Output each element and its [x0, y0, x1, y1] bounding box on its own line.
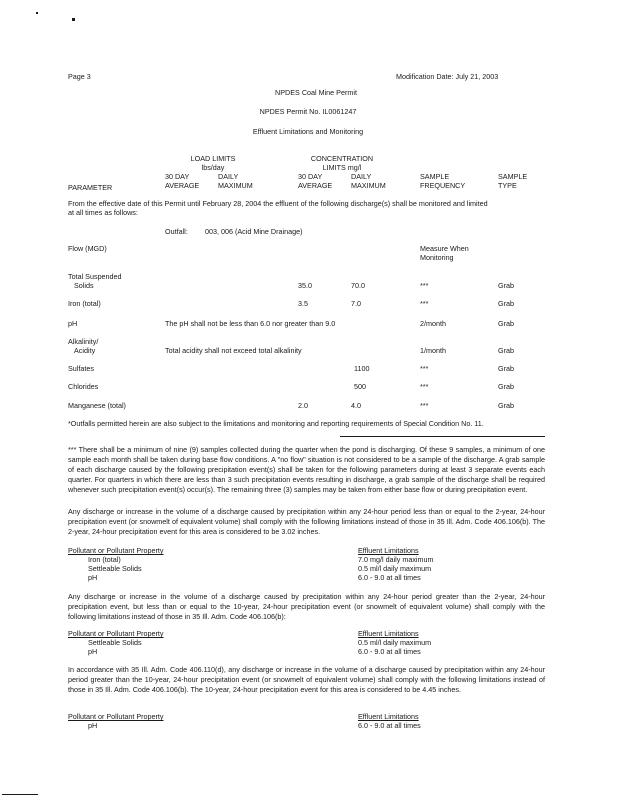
intro-line-2: at all times as follows:	[68, 208, 138, 217]
load-units: lbs/day	[201, 163, 225, 172]
table3-col-pollutant: Pollutant or Pollutant Property	[68, 712, 164, 721]
flow-frequency-line2: Monitoring	[420, 253, 454, 262]
col-load-30day	[165, 172, 199, 190]
iron-frequency: ***	[420, 299, 429, 308]
col-type-line2: TYPE	[498, 181, 517, 190]
table2-limit-ph: 6.0 - 9.0 at all times	[358, 647, 421, 656]
col-load-daily	[218, 172, 253, 190]
alk-type: Grab	[498, 346, 514, 355]
col-load-daily-line1: DAILY	[218, 172, 239, 181]
scan-speck	[36, 12, 38, 14]
table2-col-pollutant: Pollutant or Pollutant Property	[68, 629, 164, 638]
iron-conc-max: 7.0	[351, 299, 361, 308]
col-conc-30day-line1: 30 DAY	[298, 172, 323, 181]
chlorides-frequency: ***	[420, 382, 429, 391]
load-limits-heading: LOAD LIMITS	[190, 154, 236, 163]
table3-col-limits: Effluent Limitations	[358, 712, 419, 721]
iron-conc-30day: 3.5	[298, 299, 308, 308]
param-manganese: Manganese (total)	[68, 401, 126, 410]
iron-type: Grab	[498, 299, 514, 308]
table3-pollutant-ph: pH	[88, 721, 98, 730]
modification-date: Modification Date: July 21, 2003	[396, 72, 499, 81]
table1-pollutant-ph: pH	[88, 573, 98, 582]
table3-limit-ph: 6.0 - 9.0 at all times	[358, 721, 421, 730]
tss-frequency: ***	[420, 281, 429, 290]
divider	[340, 436, 545, 437]
tss-type: Grab	[498, 281, 514, 290]
table1-col-pollutant: Pollutant or Pollutant Property	[68, 546, 164, 555]
param-flow: Flow (MGD)	[68, 244, 107, 253]
col-conc-30day	[298, 172, 332, 190]
table2-pollutant-settleable: Settleable Solids	[88, 638, 142, 647]
col-conc-daily-line1: DAILY	[351, 172, 372, 181]
col-conc-daily	[351, 172, 386, 190]
page-number: Page 3	[68, 72, 91, 81]
param-sulfates: Sulfates	[68, 364, 94, 373]
col-conc-daily-line2: MAXIMUM	[351, 181, 386, 190]
scan-edge-mark	[2, 794, 38, 795]
flow-frequency-line1: Measure When	[420, 244, 469, 253]
mn-conc-max: 4.0	[351, 401, 361, 410]
param-iron: Iron (total)	[68, 299, 101, 308]
chlorides-type: Grab	[498, 382, 514, 391]
ph-frequency: 2/month	[420, 319, 446, 328]
table1-limit-settleable: 0.5 ml/l daily maximum	[358, 564, 432, 573]
param-tss-line1: Total Suspended	[68, 272, 122, 281]
mn-type: Grab	[498, 401, 514, 410]
table2-pollutant-ph: pH	[88, 647, 98, 656]
chlorides-conc-max: 500	[354, 382, 366, 391]
col-frequency-line2: FREQUENCY	[420, 181, 466, 190]
col-conc-30day-line2: AVERAGE	[298, 181, 333, 190]
col-load-daily-line2: MAXIMUM	[218, 181, 253, 190]
two-year-paragraph: Any discharge or increase in the volume of a discharge caused by precipitation within any 24-hour period less than or equal to the 2-year, 24-hour precipitation event (or snowmelt of equivalent volume) shall comply with the following limitations instead of those in 35 Ill. Adm. Code 406.106(b). The 2-year, 24-hour precipitation event for this area is considered to be 3.02 inches.	[68, 507, 545, 536]
section-title: Effluent Limitations and Monitoring	[252, 127, 364, 136]
document-title: NPDES Coal Mine Permit	[275, 88, 357, 97]
table1-limit-ph: 6.0 - 9.0 at all times	[358, 573, 421, 582]
param-tss-line2: Solids	[74, 281, 94, 290]
table1-pollutant-iron: Iron (total)	[88, 555, 121, 564]
table1-limit-iron: 7.0 mg/l daily maximum	[358, 555, 434, 564]
conc-units: LIMITS mg/l	[322, 163, 362, 172]
alk-note: Total acidity shall not exceed total alkalinity	[165, 346, 302, 355]
col-type-line1: SAMPLE	[498, 172, 528, 181]
param-alk-line1: Alkalinity/	[68, 337, 99, 346]
col-parameter: PARAMETER	[68, 183, 113, 192]
permit-number: NPDES Permit No. IL0061247	[259, 107, 357, 116]
ten-year-paragraph: Any discharge or increase in the volume of a discharge caused by precipitation within any 24-hour period greater than the 2-year, 24-hour precipitation event, but less than or equal to the 10-year, 24-hour precipitation event (or snowmelt of equivalent volume) shall comply with the following limitations instead of those in 35 Ill. Adm. Code 406.106(b):	[68, 592, 545, 621]
sulfates-frequency: ***	[420, 364, 429, 373]
table2-col-limits: Effluent Limitations	[358, 629, 419, 638]
mn-frequency: ***	[420, 401, 429, 410]
col-frequency	[420, 172, 465, 190]
param-ph: pH	[68, 319, 78, 328]
ph-type: Grab	[498, 319, 514, 328]
sampling-paragraph: *** There shall be a minimum of nine (9) samples collected during the quarter when the pond is discharging. Of these 9 samples, a minimum of one sample each month shall be taken during base flow conditions. A "no flow" situation is not considered to be a sample of the discharge. A grab sample of each discharge caused by the following precipitation event(s) shall be taken for the following parameters during at least 3 separate events each quarter. For quarters in which there are less than 3 such precipitation events resulting in discharge, a grab sample of the discharge shall be required whenever such precipitation event(s) occur(s). The remaining three (3) samples may be taken from either base flow or during precipitation event.	[68, 445, 545, 494]
table1-col-limits: Effluent Limitations	[358, 546, 419, 555]
param-alk-line2: Acidity	[74, 346, 96, 355]
col-frequency-line1: SAMPLE	[420, 172, 450, 181]
col-load-30day-line1: 30 DAY	[165, 172, 190, 181]
intro-line-1: From the effective date of this Permit until February 28, 2004 the effluent of the following discharge(s) shall be monitored and limited	[68, 199, 488, 208]
outfall-value: 003, 006 (Acid Mine Drainage)	[205, 227, 303, 236]
tss-conc-30day: 35.0	[298, 281, 312, 290]
col-type	[498, 172, 527, 190]
param-chlorides: Chlorides	[68, 382, 99, 391]
scan-speck	[72, 18, 75, 21]
footnote: *Outfalls permitted herein are also subject to the limitations and monitoring and reporting requirements of Special Condition No. 11.	[68, 419, 484, 428]
table1-pollutant-settleable: Settleable Solids	[88, 564, 142, 573]
alk-frequency: 1/month	[420, 346, 446, 355]
ph-note: The pH shall not be less than 6.0 nor greater than 9.0	[165, 319, 336, 328]
flow-frequency	[420, 244, 469, 262]
over-ten-year-paragraph: In accordance with 35 Ill. Adm. Code 406.110(d), any discharge or increase in the volume of a discharge caused by precipitation within any 24-hour period greater than the 10-year, 24-hour precipitation event (or snowmelt of equivalent volume) shall comply with the following limitations instead of those in 35 Ill. Adm. Code 406.106(b). The 10-year, 24-hour precipitation event for this area is considered to be 4.45 inches.	[68, 665, 545, 694]
col-load-30day-line2: AVERAGE	[165, 181, 200, 190]
table2-limit-settleable: 0.5 ml/l daily maximum	[358, 638, 432, 647]
tss-conc-max: 70.0	[351, 281, 365, 290]
conc-limits-heading: CONCENTRATION	[310, 154, 374, 163]
outfall-label: Outfall:	[165, 227, 188, 236]
sulfates-conc-max: 1100	[354, 364, 370, 373]
mn-conc-30day: 2.0	[298, 401, 308, 410]
sulfates-type: Grab	[498, 364, 514, 373]
